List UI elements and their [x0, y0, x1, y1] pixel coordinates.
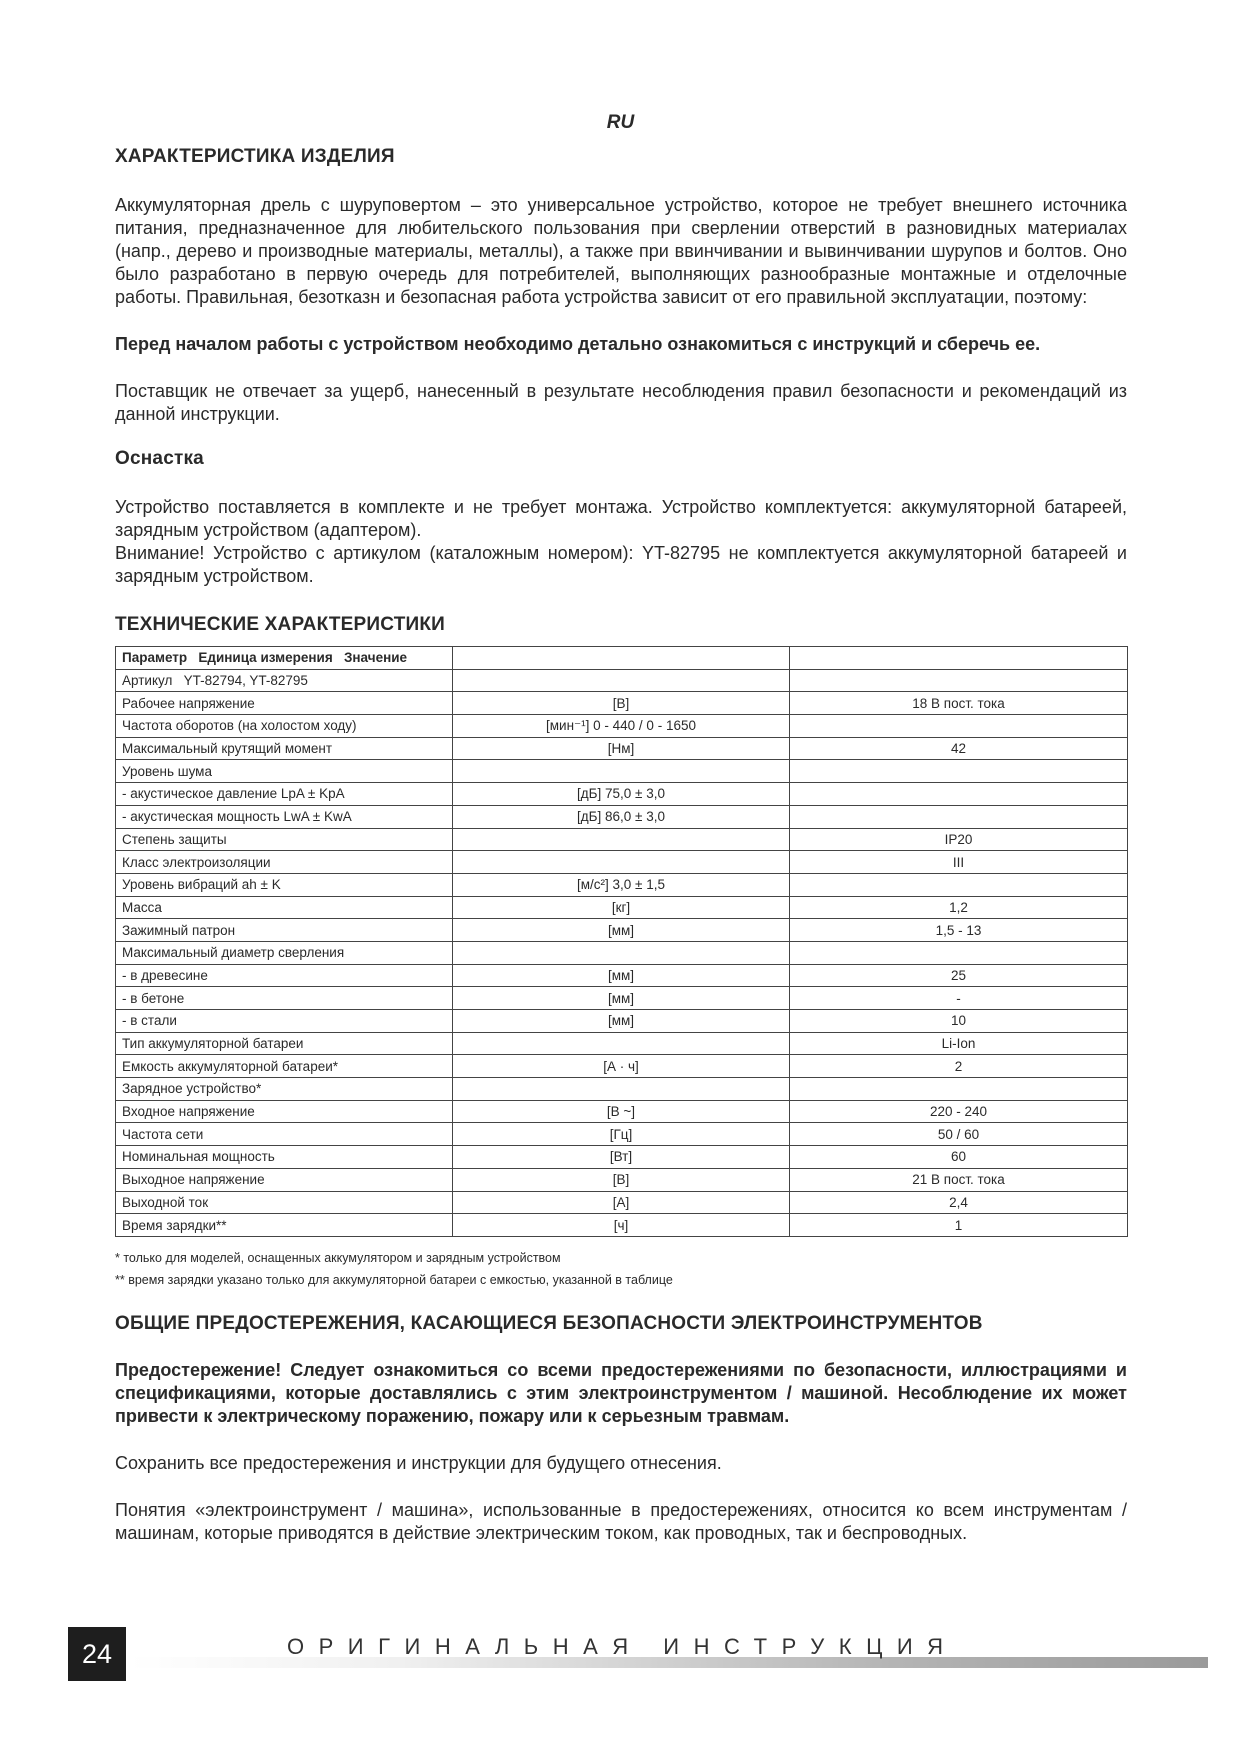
- value-cell: 10: [790, 1010, 1128, 1033]
- table-row: [116, 941, 1128, 964]
- table-row: [116, 692, 1128, 715]
- table-row: [116, 760, 1128, 783]
- table-row: [116, 805, 1128, 828]
- table-row: [116, 783, 1128, 806]
- value-cell: 1,2: [790, 896, 1128, 919]
- value-cell: [790, 669, 1128, 692]
- param-cell: Класс электроизоляции: [116, 851, 453, 874]
- equipment-description: Устройство поставляется в комплекте и не требует монтажа. Устройство комплектуется: аккумуляторной батареей, зарядным устройством (адаптером).: [115, 497, 1127, 540]
- language-label: RU: [606, 112, 635, 133]
- unit-cell: [453, 828, 790, 851]
- equipment-attention: Внимание! Устройство с артикулом (каталожным номером): YT-82795 не комплектуется аккумуляторной батареей и зарядным устройством.: [115, 543, 1127, 586]
- unit-cell: [В]: [453, 1168, 790, 1191]
- unit-cell: [453, 851, 790, 874]
- unit-cell: [мм]: [453, 987, 790, 1010]
- param-cell: Уровень вибраций ah ± K: [116, 873, 453, 896]
- table-row: [116, 1168, 1128, 1191]
- table-row: [116, 919, 1128, 942]
- table-row: [116, 715, 1128, 738]
- table-row: [116, 737, 1128, 760]
- section-title-equipment: Оснастка: [115, 448, 204, 469]
- unit-cell: [дБ] 75,0 ± 3,0: [453, 783, 790, 806]
- unit-cell: [А · ч]: [453, 1055, 790, 1078]
- value-cell: IP20: [790, 828, 1128, 851]
- table-header: Параметр Единица измерения Значение: [116, 647, 453, 670]
- value-cell: [790, 760, 1128, 783]
- unit-cell: [453, 941, 790, 964]
- param-cell: Время зарядки**: [116, 1214, 453, 1237]
- param-cell: Максимальный крутящий момент: [116, 737, 453, 760]
- param-cell: Максимальный диаметр сверления: [116, 941, 453, 964]
- value-cell: 21 В пост. тока: [790, 1168, 1128, 1191]
- param-cell: Уровень шума: [116, 760, 453, 783]
- value-cell: 220 - 240: [790, 1100, 1128, 1123]
- table-row: [116, 1010, 1128, 1033]
- table-row: [116, 987, 1128, 1010]
- product-description: Аккумуляторная дрель с шуруповертом – это универсальное устройство, которое не требует внешнего источника питания, предназначенное для любительского пользования при сверлении отверстий в разновидных материалах (напр., дерево и производные материалы, металлы), а также при ввинчивании и вывинчивании шурупов и болтов. Оно было разработано в первую очередь для потребителей, выполняющих разнообразные монтажные и отделочные работы. Правильная, безотказн и безопасная работа устройства зависит от его правильной эксплуатации, поэтому:: [115, 195, 1127, 307]
- unit-cell: [453, 669, 790, 692]
- param-cell: Зарядное устройство*: [116, 1078, 453, 1101]
- table-row: [116, 1123, 1128, 1146]
- table-row: [116, 828, 1128, 851]
- table-row: [116, 1032, 1128, 1055]
- unit-cell: [Нм]: [453, 737, 790, 760]
- table-row: [116, 1214, 1128, 1237]
- footer-title: ОРИГИНАЛЬНАЯ ИНСТРУКЦИЯ: [287, 1634, 958, 1659]
- unit-cell: [453, 1032, 790, 1055]
- specs-table: [115, 646, 1128, 1237]
- section-title-specs: ТЕХНИЧЕСКИЕ ХАРАКТЕРИСТИКИ: [115, 614, 446, 635]
- unit-cell: [А]: [453, 1191, 790, 1214]
- footnote-1: * только для моделей, оснащенных аккумулятором и зарядным устройством: [115, 1250, 561, 1265]
- table-row: [116, 669, 1128, 692]
- read-instructions-warning: Перед началом работы с устройством необходимо детально ознакомиться с инструкций и сберечь ее.: [115, 334, 1041, 354]
- table-row: [116, 1055, 1128, 1078]
- value-cell: -: [790, 987, 1128, 1010]
- value-cell: Li-Ion: [790, 1032, 1128, 1055]
- value-cell: [790, 715, 1128, 738]
- param-cell: Выходное напряжение: [116, 1168, 453, 1191]
- table-row: [116, 964, 1128, 987]
- param-cell: Зажимный патрон: [116, 919, 453, 942]
- unit-cell: [Гц]: [453, 1123, 790, 1146]
- table-header-row: [116, 647, 1128, 670]
- param-cell: Емкость аккумуляторной батареи*: [116, 1055, 453, 1078]
- param-cell: - акустическая мощность LwA ± KwA: [116, 805, 453, 828]
- content: [115, 146, 1127, 1545]
- table-row: [116, 1191, 1128, 1214]
- param-cell: Частота сети: [116, 1123, 453, 1146]
- value-cell: 2: [790, 1055, 1128, 1078]
- page-number: 24: [68, 1627, 126, 1681]
- value-cell: 60: [790, 1146, 1128, 1169]
- power-tool-definition: Понятия «электроинструмент / машина», использованные в предостережениях, относится ко всем инструментам / машинам, которые приводятся в действие электрическим током, как проводных, так и беспроводных.: [115, 1499, 1127, 1543]
- param-cell: - в древесине: [116, 964, 453, 987]
- unit-cell: [мин⁻¹] 0 - 440 / 0 - 1650: [453, 715, 790, 738]
- unit-cell: [В]: [453, 692, 790, 715]
- value-cell: [790, 783, 1128, 806]
- table-row: [116, 1078, 1128, 1101]
- value-cell: [790, 873, 1128, 896]
- value-cell: 18 В пост. тока: [790, 692, 1128, 715]
- param-cell: Масса: [116, 896, 453, 919]
- unit-cell: [мм]: [453, 1010, 790, 1033]
- value-cell: [790, 941, 1128, 964]
- section-title-product: ХАРАКТЕРИСТИКА ИЗДЕЛИЯ: [115, 146, 395, 167]
- param-cell: Тип аккумуляторной батареи: [116, 1032, 453, 1055]
- value-cell: [790, 1078, 1128, 1101]
- unit-cell: [дБ] 86,0 ± 3,0: [453, 805, 790, 828]
- value-cell: 2,4: [790, 1191, 1128, 1214]
- param-cell: - в стали: [116, 1010, 453, 1033]
- param-cell: - в бетоне: [116, 987, 453, 1010]
- table-row: [116, 873, 1128, 896]
- unit-cell: [В ~]: [453, 1100, 790, 1123]
- section-title-safety: ОБЩИЕ ПРЕДОСТЕРЕЖЕНИЯ, КАСАЮЩИЕСЯ БЕЗОПАСНОСТИ ЭЛЕКТРОИНСТРУМЕНТОВ: [115, 1312, 983, 1334]
- unit-cell: [453, 1078, 790, 1101]
- unit-cell: [мм]: [453, 919, 790, 942]
- safety-warning: Предостережение! Следует ознакомиться со всеми предостережениями по безопасности, иллюстрациями и спецификациями, которые доставлялись с этим электроинструментом / машиной. Несоблюдение их может привести к электрическому поражению, пожару или к серьезным травмам.: [115, 1359, 1127, 1426]
- unit-cell: [Вт]: [453, 1146, 790, 1169]
- value-cell: 50 / 60: [790, 1123, 1128, 1146]
- param-cell: Артикул YT-82794, YT-82795: [116, 669, 453, 692]
- value-cell: III: [790, 851, 1128, 874]
- value-cell: 1,5 - 13: [790, 919, 1128, 942]
- param-cell: - акустическое давление LpA ± KpA: [116, 783, 453, 806]
- unit-cell: [кг]: [453, 896, 790, 919]
- unit-cell: [м/с²] 3,0 ± 1,5: [453, 873, 790, 896]
- unit-cell: [мм]: [453, 964, 790, 987]
- table-row: [116, 851, 1128, 874]
- unit-cell: [453, 760, 790, 783]
- param-cell: Степень защиты: [116, 828, 453, 851]
- param-cell: Входное напряжение: [116, 1100, 453, 1123]
- value-cell: 1: [790, 1214, 1128, 1237]
- param-cell: Выходной ток: [116, 1191, 453, 1214]
- table-row: [116, 1146, 1128, 1169]
- value-cell: [790, 805, 1128, 828]
- keep-instructions-note: Сохранить все предостережения и инструкции для будущего отнесения.: [115, 1452, 722, 1473]
- value-cell: 25: [790, 964, 1128, 987]
- footnote-2: ** время зарядки указано только для аккумуляторной батареи с емкостью, указанной в таблице: [115, 1272, 673, 1287]
- param-cell: Частота оборотов (на холостом ходу): [116, 715, 453, 738]
- unit-cell: [ч]: [453, 1214, 790, 1237]
- table-row: [116, 1100, 1128, 1123]
- param-cell: Номинальная мощность: [116, 1146, 453, 1169]
- value-cell: 42: [790, 737, 1128, 760]
- param-cell: Рабочее напряжение: [116, 692, 453, 715]
- liability-note: Поставщик не отвечает за ущерб, нанесенный в результате несоблюдения правил безопасности и рекомендаций из данной инструкции.: [115, 381, 1127, 424]
- table-row: [116, 896, 1128, 919]
